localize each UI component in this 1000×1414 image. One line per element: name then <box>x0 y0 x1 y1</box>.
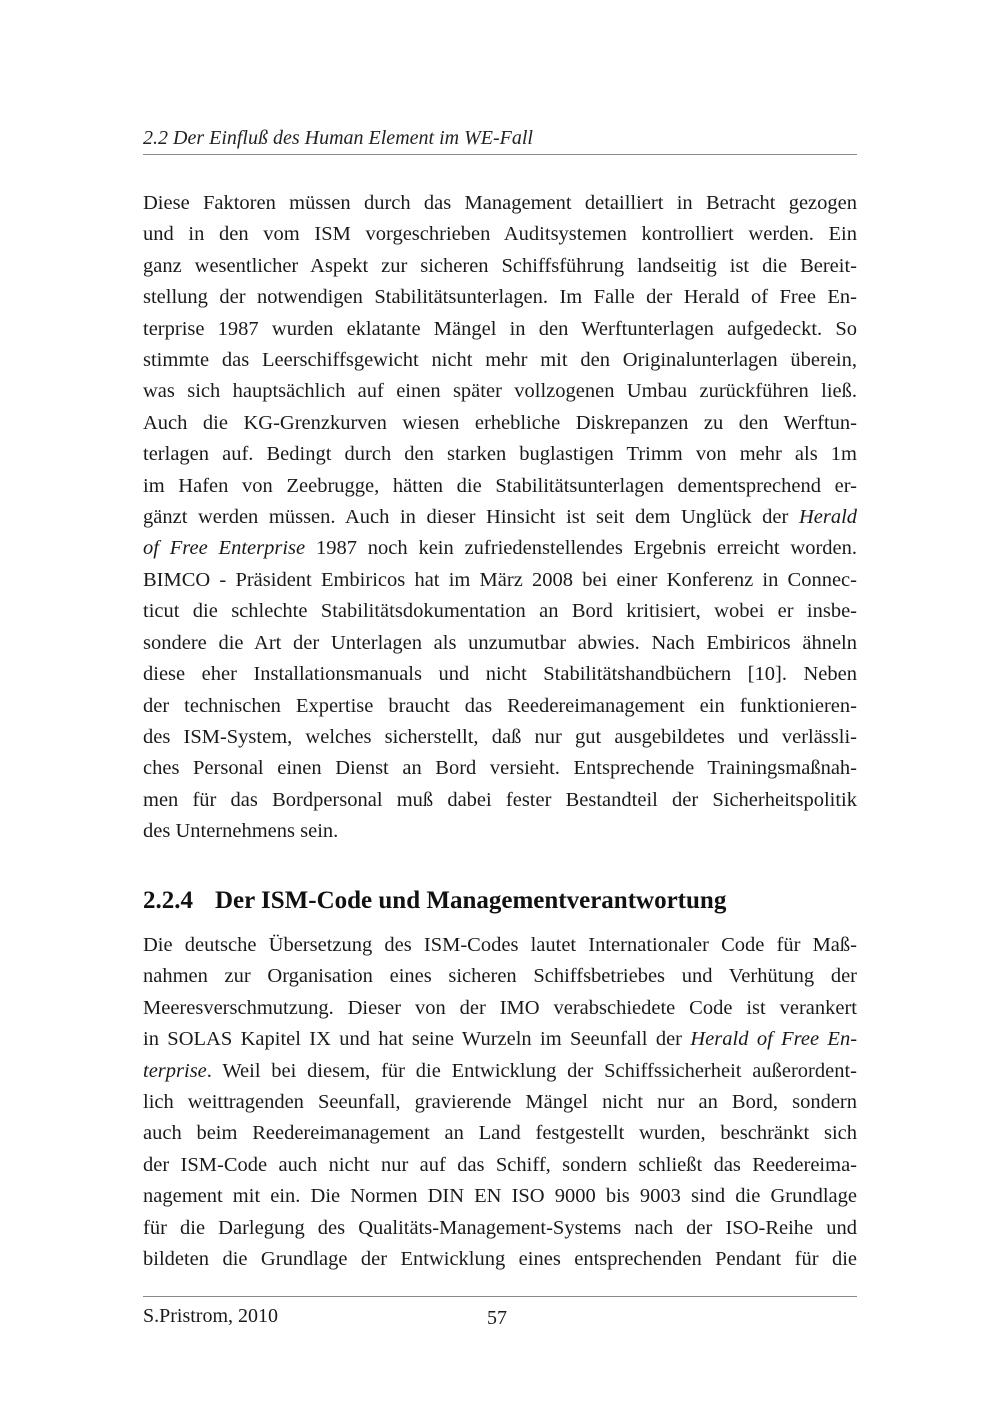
text-line: Die deutsche Übersetzung des ISM-Codes lautet Internationaler Code für Maß- <box>143 934 857 956</box>
text-line <box>143 502 857 533</box>
text-line: stimmte das Leerschiffsgewicht nicht mehr mit den Originalunterlagen überein, <box>143 349 857 372</box>
ship-name-italic: Herald <box>798 506 858 529</box>
text-segment: gänzt werden müssen. Auch in dieser Hinsicht ist seit dem Unglück der <box>143 506 789 529</box>
text-segment: 1987 noch kein zufriedenstellendes Ergebnis erreicht worden. <box>315 537 858 560</box>
text-line: für die Darlegung des Qualitäts-Management-Systems nach der ISO-Reihe und <box>143 1216 857 1239</box>
text-line: ganz wesentlicher Aspekt zur sicheren Schiffsführung landseitig ist die Bereit- <box>143 254 857 277</box>
text-line: des ISM-System, welches sicherstellt, daß nur gut ausgebildetes und verlässli- <box>143 725 857 748</box>
text-line: diese eher Installationsmanuals und nicht Stabilitätshandbüchern [10]. Neben <box>143 663 857 686</box>
running-header <box>143 124 857 155</box>
text-line: ticut die schlechte Stabilitätsdokumentation an Bord kritisiert, wobei er insbe- <box>143 600 857 623</box>
text-line: was sich hauptsächlich auf einen später vollzogenen Umbau zurückführen ließ. <box>143 380 857 403</box>
text-line: Meeresverschmutzung. Dieser von der IMO verabschiedete Code ist verankert <box>143 996 857 1019</box>
text-line: sondere die Art der Unterlagen als unzumutbar abwies. Nach Embiricos ähneln <box>143 631 857 654</box>
body-paragraph <box>143 188 857 848</box>
ship-name-italic: of Free Enterprise <box>143 537 306 560</box>
text-line: lich weittragenden Seeunfall, gravierende Mängel nicht nur an Bord, sondern <box>143 1091 857 1114</box>
ship-name-italic: terprise <box>143 1059 207 1082</box>
text-line: men für das Bordpersonal muß dabei fester Bestandteil der Sicherheitspolitik <box>143 788 857 811</box>
running-header-title: 2.2 Der Einfluß des Human Element im WE-Fall <box>143 127 533 149</box>
text-segment: in SOLAS Kapitel IX und hat seine Wurzeln im Seeunfall der <box>143 1028 682 1051</box>
text-line: ches Personal einen Dienst an Bord versieht. Entsprechende Trainingsmaßnah- <box>143 757 857 780</box>
text-line: Diese Faktoren müssen durch das Management detailliert in Betracht gezogen <box>143 192 857 214</box>
section-heading <box>143 884 857 918</box>
text-line: BIMCO - Präsident Embiricos hat im März 2008 bei einer Konferenz in Connec- <box>143 568 857 591</box>
text-line: terprise 1987 wurden eklatante Mängel in den Werftunterlagen aufgedeckt. So <box>143 317 857 340</box>
text-line: der ISM-Code auch nicht nur auf das Schiff, sondern schließt das Reedereima- <box>143 1153 857 1176</box>
footer-author: S.Pristrom, 2010 <box>143 1305 279 1327</box>
body-paragraph <box>143 930 857 1275</box>
text-line <box>143 1024 857 1055</box>
ship-name-italic: Herald of Free En- <box>690 1028 858 1051</box>
text-line: terlagen auf. Bedingt durch den starken buglastigen Trimm von mehr als 1m <box>143 443 857 466</box>
text-line: auch beim Reedereimanagement an Land festgestellt wurden, beschränkt sich <box>143 1122 857 1145</box>
text-line: der technischen Expertise braucht das Reedereimanagement ein funktionieren- <box>143 694 857 717</box>
text-line: Auch die KG-Grenzkurven wiesen erhebliche Diskrepanzen zu den Werftun- <box>143 411 857 434</box>
text-line: des Unternehmens sein. <box>143 820 339 843</box>
page-number: 57 <box>487 1307 507 1329</box>
text-line: und in den vom ISM vorgeschrieben Auditsystemen kontrolliert werden. Ein <box>143 223 857 246</box>
text-line: im Hafen von Zeebrugge, hätten die Stabilitätsunterlagen dementsprechend er- <box>143 474 857 497</box>
text-line: bildeten die Grundlage der Entwicklung eines entsprechenden Pendant für die <box>143 1248 857 1271</box>
text-segment: . Weil bei diesem, für die Entwicklung der Schiffssicherheit außerordent- <box>206 1059 857 1082</box>
footer-divider <box>143 1296 857 1297</box>
text-line: nagement mit ein. Die Normen DIN EN ISO 9000 bis 9003 sind die Grundlage <box>143 1185 857 1208</box>
text-line <box>143 533 857 564</box>
text-line <box>143 1056 857 1087</box>
text-line: nahmen zur Organisation eines sicheren Schiffsbetriebes und Verhütung der <box>143 965 857 988</box>
section-title: Der ISM-Code und Managementverantwortung <box>215 887 727 914</box>
section-number: 2.2.4 <box>143 887 193 914</box>
text-line: stellung der notwendigen Stabilitätsunterlagen. Im Falle der Herald of Free En- <box>143 286 857 309</box>
